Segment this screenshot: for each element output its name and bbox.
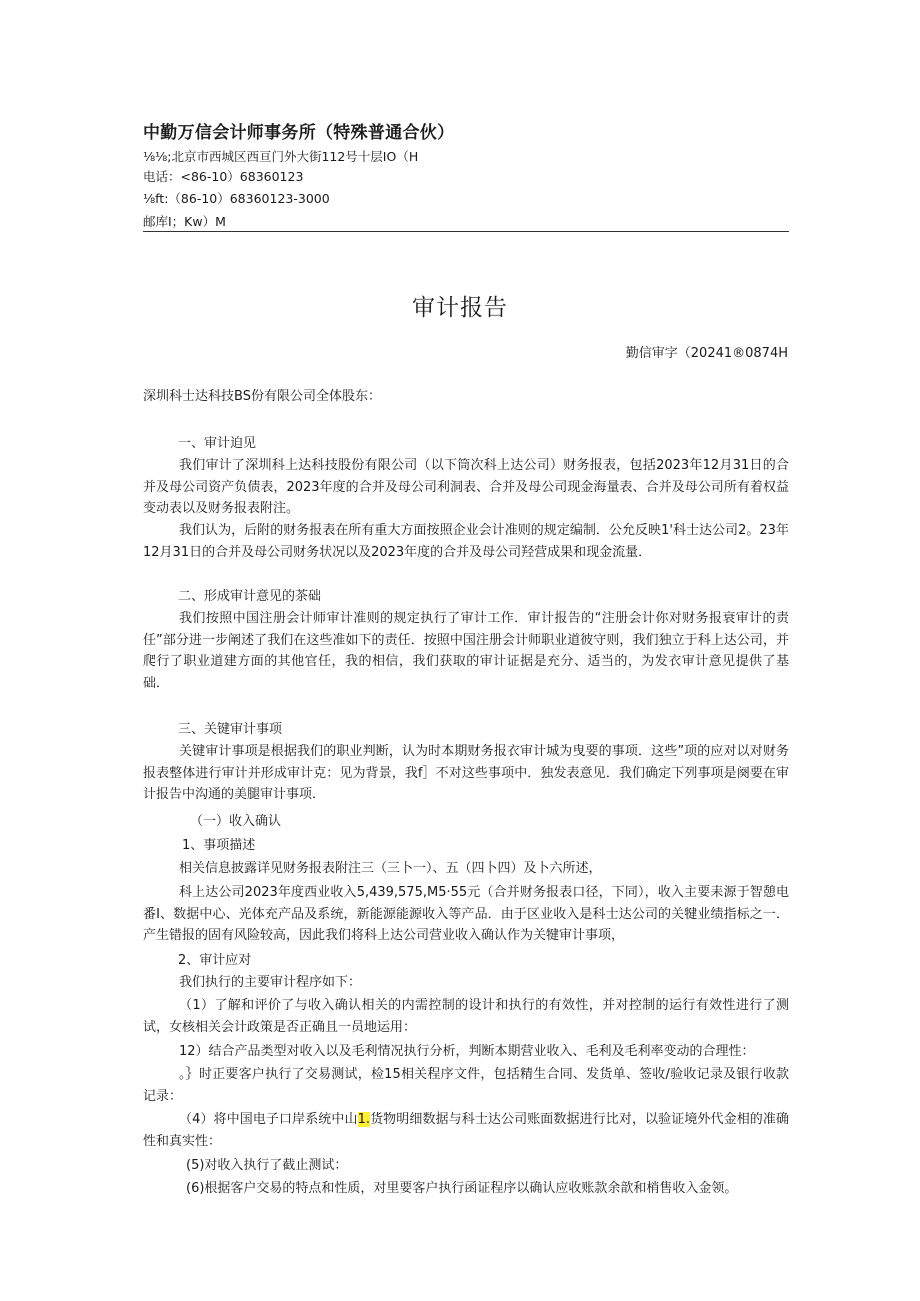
basis-paragraph: 我们按照中国注册会计师审计准则的规定执行了审计工作．审计报告的“注册会计你对财务报衰审计的责任”部分进一步阐述了我们在这些准如下的责任．按照中国注册会计师职业道彼守则，我们独立于科上达公司，并爬行了职业道建方面的其他官任，我的相信，我们获取的审计证据是充分、适当的，为发衣审计意见提供了基础． [143, 611, 789, 691]
item-audit-response: 2、审计应对 [178, 953, 252, 968]
firm-phone: 电话：<86-10）68360123 [143, 169, 304, 184]
firm-address: ⅛⅛;北京市西城区西亘门外大街112号十层IO（H [143, 149, 419, 164]
addressee: 深圳科士达科技BS份有限公司全体股东： [143, 389, 381, 404]
section-heading-opinion: 一、审计迫见 [178, 436, 257, 451]
revenue-description: 科上达公司2023年度西业收入5,439,575,M5·55元（合并财务报表口径，下同），收入主要耒源于智憩电番I、数据中心、光体充产品及系统，新能源能源收入等产品．由于区业收入是科士达公司的关犍业绩指标之一．产生错报的固有风险较高，因此我们将科上达公司营业收入确认作为关犍审计事项， [143, 885, 789, 943]
procedures-intro: 我们执行的主要审计程序如下： [179, 975, 362, 990]
firm-name: 中勤万信会计师事务所（特殊普通合伙） [143, 123, 455, 143]
procedure-6: (6)根据客户交易的特点和性质，对里要客户执行函证程序以确认应收账款余歆和梢售收入金领。 [186, 1181, 738, 1196]
disclosure-reference: 相关信息披露详见财务报表附注三（三卜一）、五（四卜四）及卜六所述， [179, 861, 602, 876]
item-matter-description: 1、事项描述 [182, 838, 256, 853]
procedure-4-text-a: （4）将中国电子口岸系统中山 [179, 1112, 358, 1127]
procedure-4-text-b: 货物明细数据与科士达公司账面数据进行比对，以验证境外代金相的准确性和真实性： [143, 1112, 789, 1149]
highlight-mark: 1. [357, 1112, 370, 1127]
section-heading-key-matters: 三、关键审计事项 [178, 722, 283, 737]
opinion-paragraph-1: 我们审计了深圳科上达科技股份有限公司（以下筒次科上达公司）财务报表，包括2023年12月31日的合并及母公司资产负债表，2023年度的合并及母公司利洞表、合并及母公司现金海量表、合并及母公司所有着权益变动表以及财务报表附注。 [143, 458, 789, 516]
section-heading-basis: 二、形成审计意见的茶础 [178, 589, 322, 604]
header-divider [143, 231, 789, 232]
key-matters-paragraph: 关键审计事项是根据我们的职业判断，认为时本期财务报衣审计城为曳要的事项．这些”项的应对以对财务报表整体进行审计并形成审计克：见为背景，我f］不对这些事项中．独发表意见．我们确定下列事项是阕要在审计报告中沟通的美腿审计事项． [143, 744, 789, 802]
report-reference-number: 勤信审字（20241®0874H [625, 346, 788, 361]
procedure-3: 。｝时正要客户执行了交易测试，检15相关程序文件，包括精生合同、发货单、签收/验收记录及银行收款记录： [143, 1067, 789, 1104]
procedure-5: (5)对收入执行了截止测试： [186, 1158, 348, 1173]
report-title: 审计报告 [412, 295, 508, 321]
firm-postal: 邮库I；Kw）M [143, 214, 226, 229]
procedure-4 [143, 1109, 789, 1152]
subsection-revenue-recognition: （一）收入确认 [190, 814, 282, 829]
opinion-paragraph-2: 我们认为，后附的财务报表在所有重大方面按照企业会计准则的规定编制．公允反映1'科士达公司2。23年12月31日的合并及母公司财务状况以及2023年度的合并及母公司羟营成果和现金流量． [143, 523, 789, 560]
procedure-2: 12）结合产品类型对收入以及毛利情况执行分析，判断本期营业收入、毛利及毛利率变动的合理性： [179, 1044, 755, 1059]
procedure-1: （1）了解和评价了与收入确认相关的内需控制的设计和执行的有效性，并对控制的运行有效性进行了测试，女核相关会计政策是否正确且一员地运用： [143, 998, 789, 1035]
firm-fax: ⅛ft:（86-10）68360123-3000 [143, 191, 330, 206]
